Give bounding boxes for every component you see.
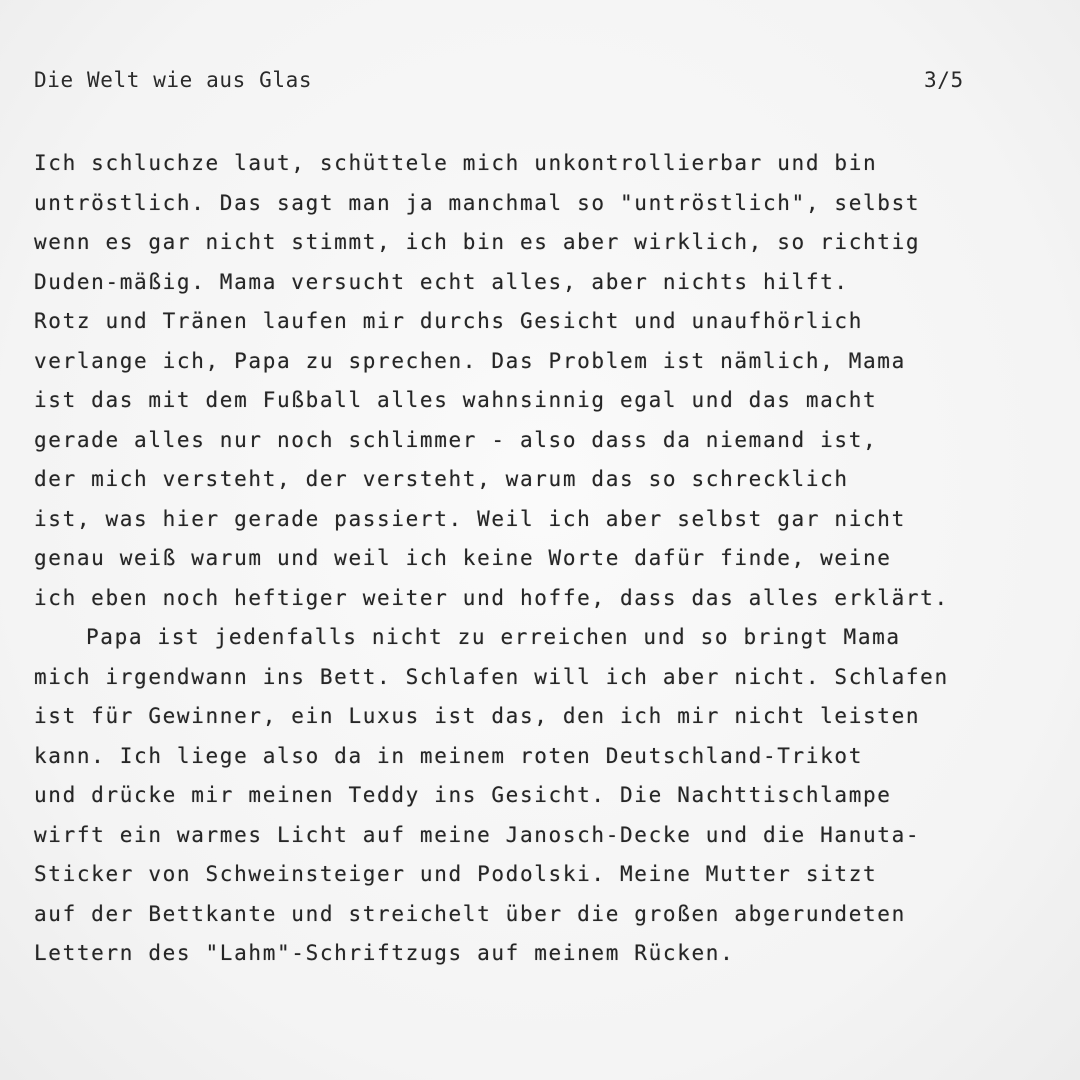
text-line: der mich versteht, der versteht, warum das so schrecklich xyxy=(34,467,849,491)
page-number: 3/5 xyxy=(924,68,964,92)
text-line: Sticker von Schweinsteiger und Podolski. Meine Mutter sitzt xyxy=(34,862,878,886)
text-line: ist für Gewinner, ein Luxus ist das, den ich mir nicht leisten xyxy=(34,704,921,728)
text-line: Rotz und Tränen laufen mir durchs Gesicht und unaufhörlich xyxy=(34,309,863,333)
text-line: kann. Ich liege also da in meinem roten Deutschland-Trikot xyxy=(34,743,863,768)
text-line: genau weiß warum und weil ich keine Worte dafür finde, weine xyxy=(34,546,892,570)
text-line: und drücke mir meinen Teddy ins Gesicht. Die Nachttischlampe xyxy=(34,783,892,807)
text-line: Lettern des "Lahm"-Schriftzugs auf meinem Rücken. xyxy=(34,941,735,965)
text-line: untröstlich. Das sagt man ja manchmal so "untröstlich", selbst xyxy=(34,190,921,215)
text-line: ist, was hier gerade passiert. Weil ich aber selbst gar nicht xyxy=(34,506,906,531)
text-line: Ich schluchze laut, schüttele mich unkontrollierbar und bin xyxy=(34,151,878,175)
text-line: wirft ein warmes Licht auf meine Janosch-Decke und die Hanuta- xyxy=(34,822,921,847)
text-line: ich eben noch heftiger weiter und hoffe, dass das alles erklärt. xyxy=(34,585,949,610)
paragraph-start-line: Papa ist jedenfalls nicht zu erreichen und so bringt Mama xyxy=(86,625,901,649)
text-line: wenn es gar nicht stimmt, ich bin es aber wirklich, so richtig xyxy=(34,230,921,254)
text-line: verlange ich, Papa zu sprechen. Das Problem ist nämlich, Mama xyxy=(34,348,906,373)
text-line: Duden-mäßig. Mama versucht echt alles, aber nichts hilft. xyxy=(34,269,849,294)
text-line: gerade alles nur noch schlimmer - also dass da niemand ist, xyxy=(34,427,878,452)
document-title: Die Welt wie aus Glas xyxy=(34,68,313,92)
text-line: auf der Bettkante und streichelt über die großen abgerundeten xyxy=(34,901,906,926)
page-header xyxy=(34,68,984,100)
text-line: mich irgendwann ins Bett. Schlafen will ich aber nicht. Schlafen xyxy=(34,664,949,689)
text-line: ist das mit dem Fußball alles wahnsinnig egal und das macht xyxy=(34,388,878,412)
body-text xyxy=(34,144,1074,974)
